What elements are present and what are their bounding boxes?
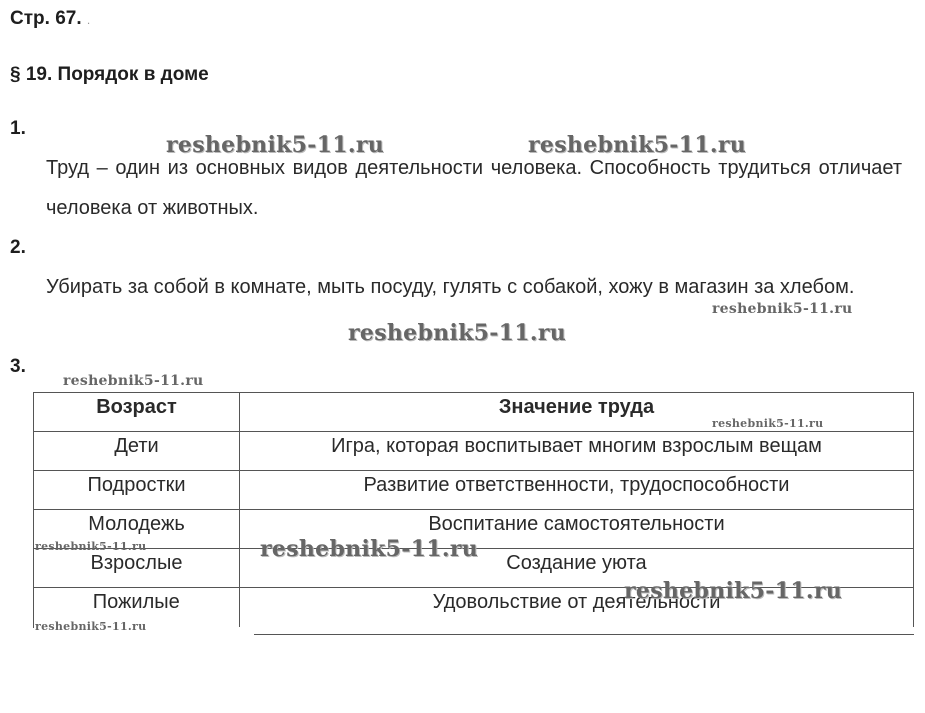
watermark: reshebnik5-11.ru xyxy=(624,578,843,604)
task-number-2: 2. xyxy=(10,237,26,258)
cell-meaning: Воспитание самостоятельности xyxy=(240,510,914,549)
page-number-label: Стр. 67. xyxy=(10,8,82,29)
table-row xyxy=(34,471,914,510)
task-number-3: 3. xyxy=(10,356,26,377)
watermark: reshebnik5-11.ru xyxy=(528,132,747,158)
watermark: reshebnik5-11.ru xyxy=(712,301,853,317)
header-meaning: Значение труда xyxy=(240,393,914,432)
watermark: reshebnik5-11.ru xyxy=(35,620,147,633)
cell-meaning: Игра, которая воспитывает многим взрослым вещам xyxy=(240,432,914,471)
task-2-text: Убирать за собой в комнате, мыть посуду, гулять с собакой, хожу в магазин за хлебом. xyxy=(46,276,855,298)
cell-age: Дети xyxy=(34,432,240,471)
cell-age: Подростки xyxy=(34,471,240,510)
watermark: reshebnik5-11.ru xyxy=(63,373,204,389)
section-title: § 19. Порядок в доме xyxy=(10,64,209,85)
task-number-1: 1. xyxy=(10,118,26,139)
page-number-header xyxy=(10,8,90,30)
watermark: reshebnik5-11.ru xyxy=(166,132,385,158)
cell-age: Молодежь xyxy=(34,510,240,549)
watermark: reshebnik5-11.ru xyxy=(260,536,479,562)
watermark: reshebnik5-11.ru xyxy=(712,417,824,430)
cell-age: Взрослые xyxy=(34,549,240,588)
task-1-text: Труд – один из основных видов деятельности человека. Способность трудиться отличает человека от животных. xyxy=(46,157,902,219)
table-bottom-border xyxy=(254,634,914,635)
watermark: reshebnik5-11.ru xyxy=(348,320,567,346)
header-age: Возраст xyxy=(34,393,240,432)
watermark: reshebnik5-11.ru xyxy=(35,540,147,553)
cell-meaning: Создание уюта xyxy=(240,549,914,588)
table-row xyxy=(34,432,914,471)
cell-meaning: Развитие ответственности, трудоспособности xyxy=(240,471,914,510)
cell-meaning: Удовольствие от деятельности xyxy=(240,588,914,627)
cell-age: Пожилые xyxy=(34,588,240,627)
header-dot: . xyxy=(86,13,91,27)
